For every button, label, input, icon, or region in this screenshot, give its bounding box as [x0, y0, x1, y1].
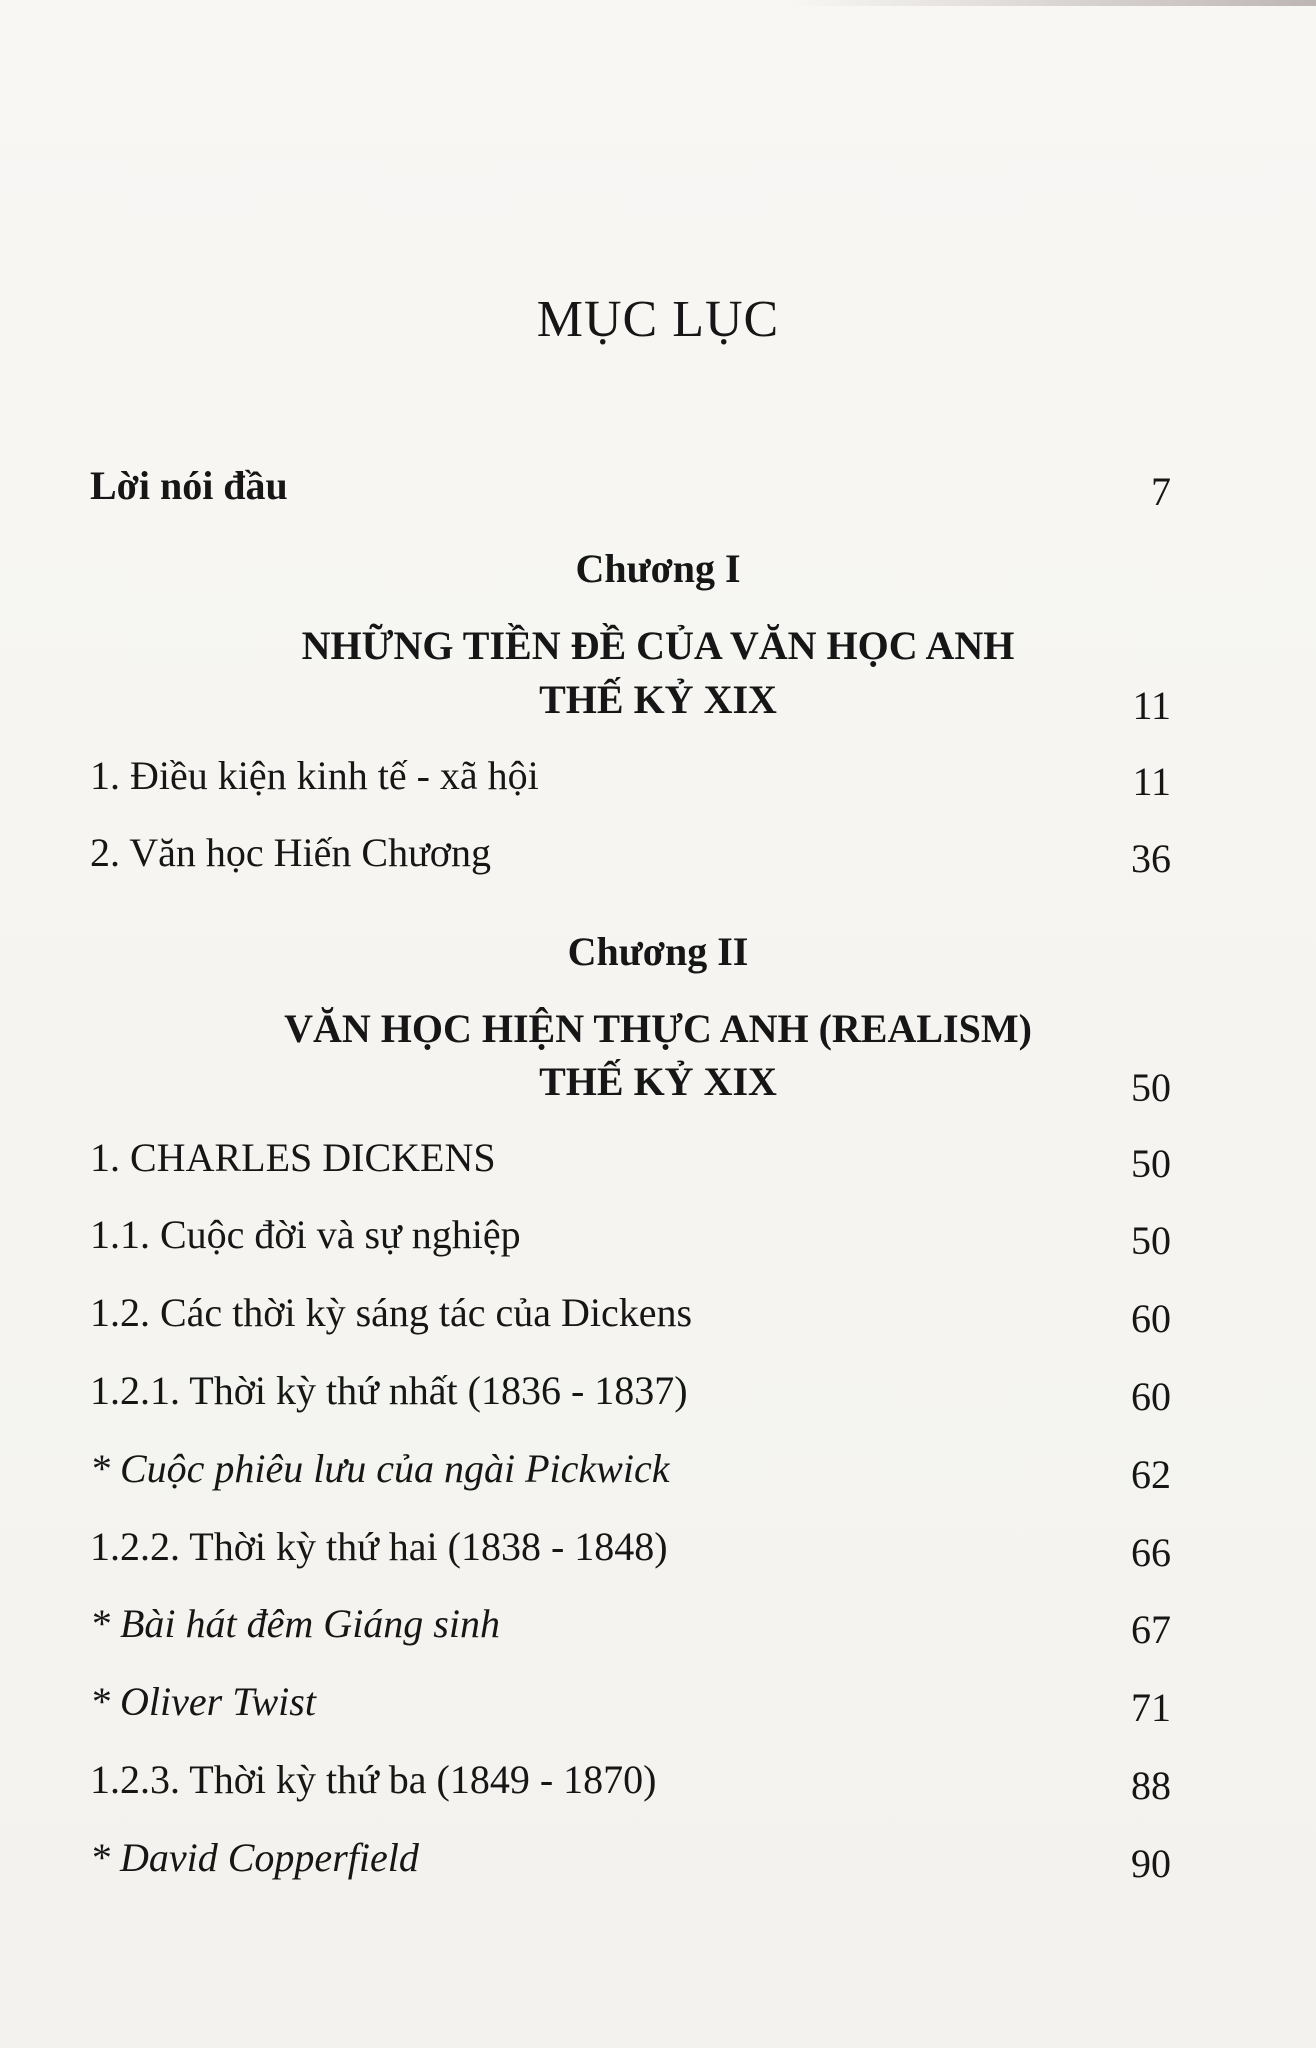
toc-entry-label: 1. CHARLES DICKENS: [90, 1135, 496, 1180]
page-title: MỤC LỤC: [536, 291, 780, 348]
toc-entry-label: 1. Điều kiện kinh tế - xã hội: [90, 753, 539, 798]
chapter1-heading: Chương I: [575, 546, 741, 591]
chapter2-heading: Chương II: [567, 929, 749, 974]
toc-entry-page: 50: [1131, 1141, 1171, 1186]
toc-entry: [90, 752, 1316, 812]
toc-entry-page: 60: [1131, 1374, 1171, 1419]
toc-entry: [90, 1523, 1316, 1583]
toc-entry-page: 50: [1131, 1218, 1171, 1263]
chapter2-title-line1: VĂN HỌC HIỆN THỰC ANH (REALISM): [284, 1006, 1032, 1051]
toc-entry: [90, 1834, 1316, 1894]
toc-entry: [90, 1678, 1316, 1738]
toc-entry-label: 1.2.2. Thời kỳ thứ hai (1838 - 1848): [90, 1524, 668, 1569]
toc-entry-page: 62: [1131, 1452, 1171, 1497]
toc-entry-label: 1.2. Các thời kỳ sáng tác của Dickens: [90, 1290, 693, 1335]
toc-entry-page: 60: [1131, 1296, 1171, 1341]
toc-entry: [90, 1211, 1316, 1271]
toc-entry-label: Lời nói đầu: [90, 463, 288, 508]
chapter1-page: 11: [1132, 683, 1171, 728]
toc-entry-label: * David Copperfield: [90, 1835, 419, 1880]
toc-entry-label: 1.2.1. Thời kỳ thứ nhất (1836 - 1837): [90, 1368, 688, 1413]
chapter1-title-line2-text: THẾ KỶ XIX: [539, 677, 777, 722]
toc-entry-label: * Oliver Twist: [90, 1679, 316, 1724]
toc-entry-page: 90: [1131, 1841, 1171, 1886]
toc-entry: [90, 1445, 1316, 1505]
toc-entry: [90, 829, 1316, 889]
page-edge-shadow: [0, 0, 1316, 6]
chapter2-title-line2-text: THẾ KỶ XIX: [539, 1059, 777, 1104]
toc-entry-page: 88: [1131, 1763, 1171, 1808]
toc-entry-page: 7: [1151, 469, 1171, 514]
toc-entry-label: * Cuộc phiêu lưu của ngài Pickwick: [90, 1446, 670, 1491]
toc-entry-label: * Bài hát đêm Giáng sinh: [90, 1601, 500, 1646]
toc-entry-page: 36: [1131, 836, 1171, 881]
toc-entry-page: 11: [1132, 759, 1171, 804]
toc-entry-page: 71: [1131, 1685, 1171, 1730]
chapter2-title-line2: [0, 1058, 1316, 1110]
toc-entry-preface: [90, 462, 1316, 522]
toc-entry-label: 2. Văn học Hiến Chương: [90, 830, 491, 875]
toc-entry-label: 1.1. Cuộc đời và sự nghiệp: [90, 1212, 521, 1257]
toc-entry: [90, 1134, 1316, 1194]
toc-entry: [90, 1367, 1316, 1427]
toc-entry: [90, 1600, 1316, 1660]
toc-entry-page: 67: [1131, 1607, 1171, 1652]
toc-entry-label: 1.2.3. Thời kỳ thứ ba (1849 - 1870): [90, 1757, 657, 1802]
toc-entry-page: 66: [1131, 1530, 1171, 1575]
toc-entry: [90, 1756, 1316, 1816]
chapter1-title-line1: NHỮNG TIỀN ĐỀ CỦA VĂN HỌC ANH: [301, 623, 1015, 668]
toc-entry: [90, 1289, 1316, 1349]
chapter1-title-line2: [0, 676, 1316, 728]
chapter2-page: 50: [1131, 1065, 1171, 1110]
